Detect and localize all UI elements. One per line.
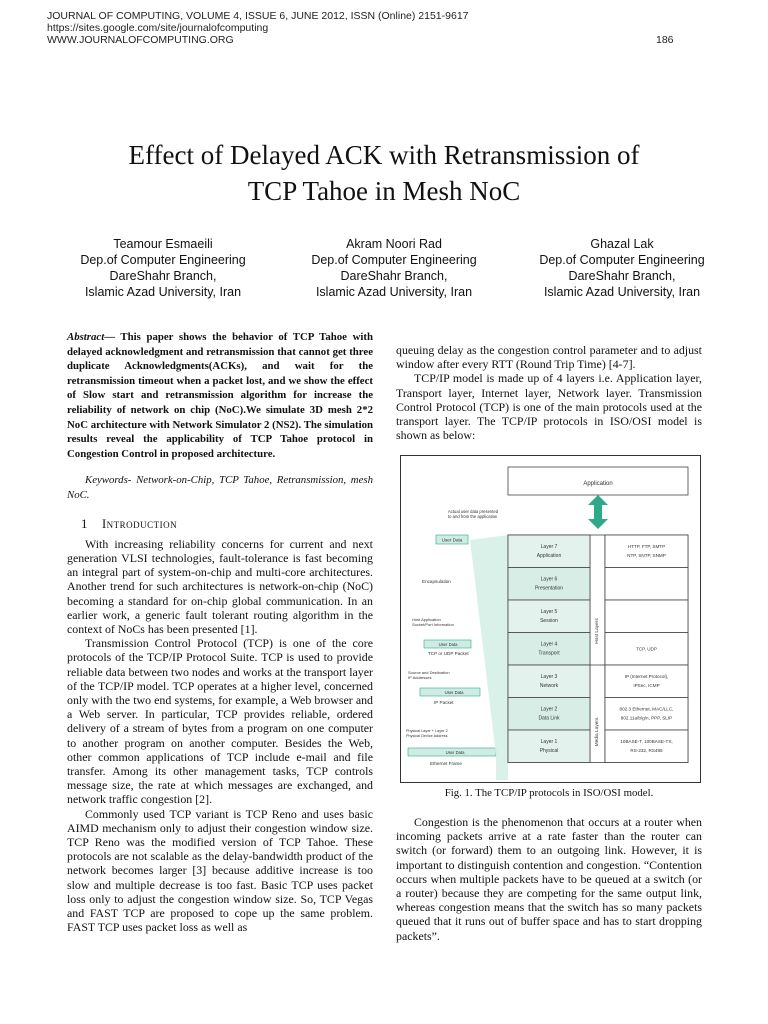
figure-osi-model: [400, 455, 701, 783]
media-layers-label: Media Layers: [595, 717, 600, 747]
journal-site-url[interactable]: https://sites.google.com/site/journalofcomputing: [47, 22, 269, 34]
paragraph: Commonly used TCP variant is TCP Reno and uses basic AIMD mechanism only to adjust their congestion window size. TCP Reno was the modified version of TCP Tahoe. These protocols are not scalable as the delay-bandwidth product of the network becomes larger [3] because additive increase is too slow and multiple decrease is too fast. Basic TCP uses packet loss only to adjust the congestion window size. So, TCP Vegas and FAST TCP are proposed to cope up the same problem. FAST TCP uses packet loss as well as: [67, 806, 373, 935]
layer-number: Layer 7: [540, 544, 558, 550]
layer-protocols: IPSec, ICMP: [633, 683, 660, 688]
layer-name: Transport: [538, 650, 560, 657]
layer-name: Application: [536, 553, 562, 559]
layer-protocols: TCP, UDP: [636, 646, 657, 652]
author-branch: DareShahr Branch,: [340, 269, 448, 283]
abstract-lead: Abstract: [67, 331, 105, 343]
author-branch: DareShahr Branch,: [109, 269, 217, 283]
ip-note-2: IP Addresses: [408, 675, 432, 680]
layer-protocols: 802.11a/b/g/n, PPP, SLIP: [620, 715, 673, 721]
user-data-label: User Data: [438, 642, 458, 647]
host-app-note-2: Socket/Port Information: [412, 622, 454, 627]
encapsulation-label: Encapsulation: [422, 579, 451, 584]
protocol-cell: [605, 535, 688, 568]
phys-note-1: Physical Layer + Layer 2: [406, 729, 448, 733]
author-name: Akram Noori Rad: [346, 237, 442, 251]
protocol-cell: [605, 665, 688, 698]
layer-cell: [508, 633, 590, 666]
author-block-1: [48, 236, 278, 300]
paragraph: queuing delay as the congestion control parameter and to adjust window after every RTT (Round Trip Time) [4-7].: [396, 343, 702, 372]
user-data-label: User Data: [445, 750, 465, 755]
host-app-note-1: Host Application: [412, 617, 441, 622]
layer-cell: [508, 600, 590, 633]
paragraph: Congestion is the phenomenon that occurs at a router when incoming packets arrive at a rate faster than the router can switch (or forward) them to an outgoing link. However, it is important to distinguish contention and congestion. “Contention occurs when multiple packets have to be queued at a switch (or a router) because they are competing for the same output link, whereas congestion means that the switch has so many packets queued that it runs out of buffer space and has to start dropping packets”.: [396, 815, 702, 943]
protocol-cell: [605, 568, 688, 601]
author-dept: Dep.of Computer Engineering: [539, 253, 705, 267]
user-data-label: User Data: [444, 690, 464, 695]
ip-note-1: Source and Destination: [408, 670, 450, 675]
abstract-body: — This paper shows the behavior of TCP Tahoe with delayed acknowledgment and retransmission that cannot get three duplicate Acknowledgments(ACKs), and wait for the retransmission timeout when a packet lost, and we show the effect of Slow start and retransmission algorithm for increase the reliability of network on chip (NoC).We simulate 3D mesh 2*2 NoC architecture with Network Simulator 2 (NS2). The simulation results reveal the applicability of TCP Tahoe protocol in Congestion Control in proposed architecture.: [67, 331, 374, 460]
author-block-2: [280, 236, 508, 300]
page-number: 186: [656, 34, 674, 46]
layer-protocols: 802.3 Ethernet, MAC/LLC,: [619, 706, 674, 712]
layer-protocols: RS-232, RS485: [630, 748, 663, 753]
osi-diagram: [400, 455, 701, 783]
protocol-cell: [605, 698, 688, 731]
author-university: Islamic Azad University, Iran: [543, 285, 701, 299]
layer-protocols: 10BASE-T, 100BASE-TX,: [620, 739, 673, 744]
layer-number: Layer 2: [540, 706, 558, 713]
journal-www[interactable]: WWW.JOURNALOFCOMPUTING.ORG: [47, 34, 234, 46]
layer-number: Layer 4: [540, 641, 558, 648]
user-data-note-1: Actual user data presented: [448, 509, 499, 514]
author-branch: DareShahr Branch,: [568, 269, 676, 283]
application-label: Application: [583, 481, 613, 487]
layer-name: Presentation: [534, 585, 564, 592]
protocol-cell: [605, 600, 688, 633]
layer-cell: [508, 535, 590, 568]
author-block-3: [508, 236, 736, 300]
title-line-2: TCP Tahoe in Mesh NoC: [247, 176, 521, 206]
introduction-body: [67, 537, 373, 935]
tcp-udp-packet-label: TCP or UDP Packet: [428, 651, 469, 656]
keywords: Keywords- Network-on-Chip, TCP Tahoe, Retransmission, mesh NoC.: [67, 474, 373, 501]
layer-protocols: HTTP, FTP, SMTP: [627, 544, 666, 549]
ip-packet-label: IP Packet: [434, 700, 454, 705]
user-data-note-2: to and from the application: [448, 514, 498, 519]
layer-protocols: IP (Internet Protocol),: [624, 674, 669, 679]
layer-protocols: NTP, SNTP, SNMP: [627, 553, 666, 558]
journal-line: JOURNAL OF COMPUTING, VOLUME 4, ISSUE 6, JUNE 2012, ISSN (Online) 2151-9617: [47, 10, 469, 22]
layer-number: Layer 5: [540, 609, 558, 615]
layer-cell: [508, 698, 590, 731]
layer-name: Network: [539, 683, 559, 689]
right-column-bottom: [396, 815, 702, 943]
paragraph: With increasing reliability concerns for current and next generation VLSI technologies, fault-tolerance is fast becoming an integral part of system-on-chip and multi-core architectures. Another trend for such architectures is network-on-chip (NoC) becoming a standard for on-chip global communication. In an earlier work, a generic fault tolerant routing algorithm in the context of NoCs has been presented [1].: [67, 536, 373, 636]
left-column: [67, 330, 373, 934]
ethernet-frame-label: Ethernet Frame: [430, 761, 462, 766]
author-dept: Dep.of Computer Engineering: [80, 253, 246, 267]
layer-number: Layer 1: [540, 739, 558, 745]
protocol-cell: [605, 730, 688, 763]
section-number: 1: [81, 515, 88, 531]
paragraph: Transmission Control Protocol (TCP) is one of the core protocols of the TCP/IP Protocol Suite. TCP is used to provide reliable data between two nodes and works at the transport layer of the TCP/IP model. TCP operates at a higher level, concerned only with the two end systems, for example, a Web browser and a Web server. In particular, TCP provides reliable, ordered delivery of a stream of bytes from a program on one computer to another program on another computer. Besides the Web, other common applications of TCP include e-mail and file transfer. Among its other management tasks, TCP controls message size, the rate at which messages are exchanged, and network traffic congestion [2].: [67, 636, 373, 807]
author-dept: Dep.of Computer Engineering: [311, 253, 477, 267]
abstract: [67, 330, 373, 461]
phys-note-2: Physical Device Address: [406, 734, 448, 738]
author-name: Teamour Esmaeili: [113, 237, 213, 251]
section-heading-introduction: [67, 517, 373, 531]
layer-number: Layer 3: [540, 674, 558, 680]
layer-name: Physical: [539, 748, 559, 754]
figure-caption: Fig. 1. The TCP/IP protocols in ISO/OSI model.: [444, 787, 654, 799]
author-university: Islamic Azad University, Iran: [84, 285, 242, 299]
paragraph: TCP/IP model is made up of 4 layers i.e. Application layer, Transport layer, Internet layer, Network layer. Transmission Control Protocol (TCP) is one of the main protocols used at the transport layer. The TCP/IP protocols in ISO/OSI model is shown as below:: [396, 371, 702, 443]
layer-cell: [508, 665, 590, 698]
author-name: Ghazal Lak: [590, 237, 654, 251]
user-data-label: User Data: [441, 537, 463, 543]
host-layers-label: Host Layers: [595, 618, 600, 644]
layer-cell: [508, 730, 590, 763]
author-university: Islamic Azad University, Iran: [315, 285, 473, 299]
section-title: Introduction: [102, 516, 178, 531]
right-column-top: [396, 343, 702, 442]
layer-name: Session: [540, 618, 558, 624]
layer-name: Data Link: [538, 715, 560, 722]
paper-title: [40, 137, 728, 209]
layer-number: Layer 6: [540, 576, 558, 583]
title-line-1: Effect of Delayed ACK with Retransmission of: [128, 140, 640, 170]
layer-cell: [508, 568, 590, 601]
